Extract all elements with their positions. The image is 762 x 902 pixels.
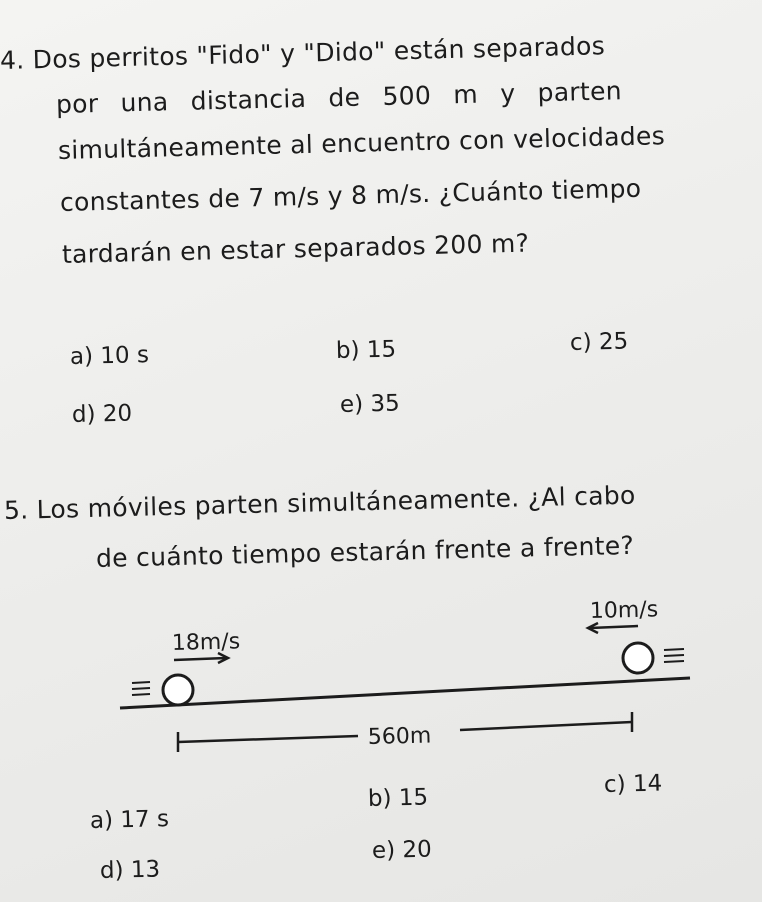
q5-option-d: d) 13 xyxy=(99,856,161,884)
q5-option-b: b) 15 xyxy=(367,784,429,812)
q5-line-2: de cuánto tiempo estarán frente a frente? xyxy=(95,530,635,573)
q4-line-3: simultáneamente al encuentro con velocidades xyxy=(57,121,666,165)
q4-option-b: b) 15 xyxy=(335,336,397,364)
left-ball-icon xyxy=(163,675,193,705)
q4-line-1: 4. Dos perritos "Fido" y "Dido" están separados xyxy=(0,31,606,75)
q4-option-a: a) 10 s xyxy=(69,342,150,370)
road-line xyxy=(120,678,690,708)
q4-line-4: constantes de 7 m/s y 8 m/s. ¿Cuánto tiempo xyxy=(59,173,642,217)
q4-option-d: d) 20 xyxy=(71,400,133,428)
q5-option-c: c) 14 xyxy=(603,770,663,798)
q5-option-e: e) 20 xyxy=(371,836,433,864)
right-motion-lines-icon xyxy=(664,649,684,650)
left-speed-label: 18m/s xyxy=(171,629,241,656)
right-ball-icon xyxy=(623,643,653,673)
q4-line-5: tardarán en estar separados 200 m? xyxy=(61,228,530,269)
left-mobile xyxy=(132,629,240,705)
q4-line-2: por una distancia de 500 m y parten xyxy=(55,76,623,119)
left-motion-lines-icon xyxy=(132,682,150,683)
distance-label: 560m xyxy=(367,723,432,750)
q4-option-e: e) 35 xyxy=(339,390,401,418)
q5-option-a: a) 17 s xyxy=(89,806,170,834)
distance-marker xyxy=(178,712,632,752)
left-arrow-icon xyxy=(174,658,226,660)
right-mobile xyxy=(588,597,684,673)
q5-line-1: 5. Los móviles parten simultáneamente. ¿Al cabo xyxy=(3,480,636,525)
right-speed-label: 10m/s xyxy=(589,597,659,624)
right-arrow-icon xyxy=(590,626,638,628)
q4-option-c: c) 25 xyxy=(569,328,629,356)
